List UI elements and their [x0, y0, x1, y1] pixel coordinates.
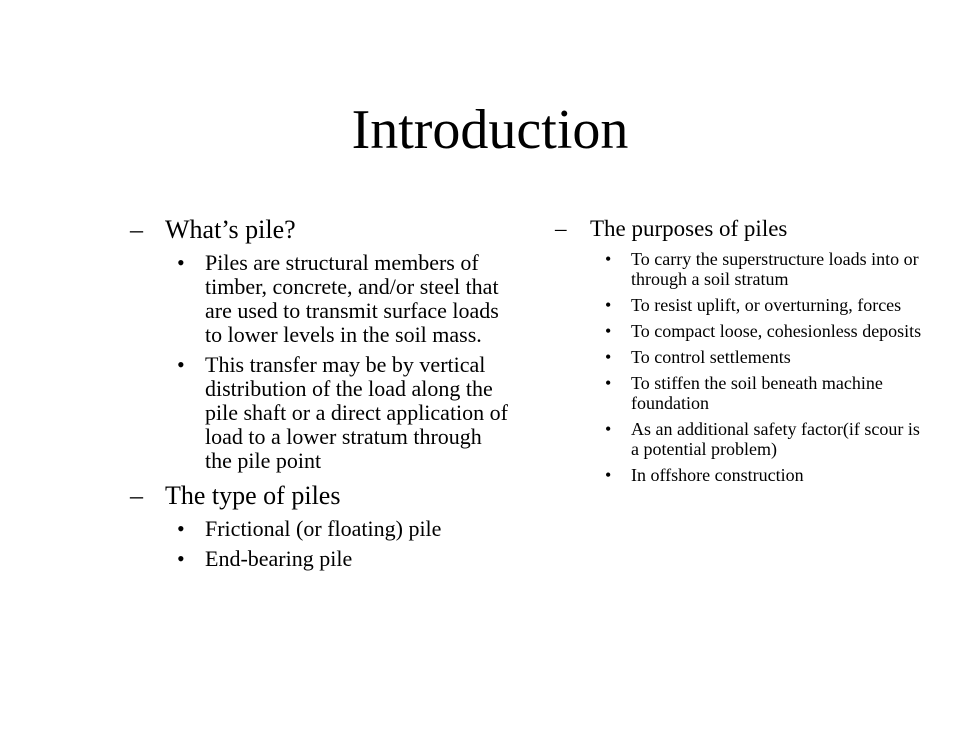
- bullet-item: [555, 465, 930, 485]
- bullet-item: [130, 251, 510, 347]
- bullet-icon: •: [605, 295, 612, 315]
- bullet-text: As an additional safety factor(if scour is a potential problem): [631, 419, 920, 459]
- bullet-icon: •: [605, 249, 612, 269]
- bullet-text: End-bearing pile: [205, 546, 353, 571]
- bullet-icon: •: [177, 516, 185, 541]
- bullet-icon: •: [177, 352, 185, 377]
- left-column: [130, 215, 510, 571]
- dash-marker: –: [130, 481, 143, 510]
- bullet-icon: •: [177, 546, 185, 571]
- section-heading-text: The purposes of piles: [590, 216, 788, 241]
- bullet-icon: •: [177, 250, 185, 275]
- bullet-text: To stiffen the soil beneath machine foundation: [631, 373, 883, 413]
- bullet-item: [555, 347, 930, 367]
- bullet-item: [555, 373, 930, 413]
- bullet-item: [130, 517, 510, 541]
- slide-title: Introduction: [351, 99, 629, 161]
- bullet-text: To compact loose, cohesionless deposits: [631, 321, 922, 341]
- section-heading-purposes: [555, 215, 930, 243]
- section-heading-whats-pile: [130, 215, 510, 245]
- right-column: [555, 215, 930, 485]
- bullet-icon: •: [605, 419, 612, 439]
- section-heading-text: What’s pile?: [165, 215, 296, 244]
- bullet-text: To control settlements: [631, 347, 791, 367]
- bullet-item: [130, 353, 510, 473]
- bullet-text: Piles are structural members of timber, concrete, and/or steel that are used to transmit surface loads to lower levels in the soil mass.: [205, 250, 499, 347]
- bullet-item: [555, 295, 930, 315]
- dash-marker: –: [130, 215, 143, 244]
- bullet-text: To carry the superstructure loads into or through a soil stratum: [631, 249, 919, 289]
- bullet-icon: •: [605, 321, 612, 341]
- bullet-item: [555, 321, 930, 341]
- bullet-item: [555, 419, 930, 459]
- bullet-text: Frictional (or floating) pile: [205, 516, 442, 541]
- bullet-icon: •: [605, 465, 612, 485]
- bullet-text: This transfer may be by vertical distribution of the load along the pile shaft or a direct application of load to a lower stratum through the pile point: [205, 352, 508, 473]
- bullet-text: In offshore construction: [631, 465, 804, 485]
- dash-marker: –: [555, 216, 567, 241]
- bullet-item: [555, 249, 930, 289]
- bullet-text: To resist uplift, or overturning, forces: [631, 295, 902, 315]
- bullet-item: [130, 547, 510, 571]
- bullet-icon: •: [605, 373, 612, 393]
- section-heading-text: The type of piles: [165, 481, 341, 510]
- section-heading-type-of-piles: [130, 481, 510, 511]
- bullet-icon: •: [605, 347, 612, 367]
